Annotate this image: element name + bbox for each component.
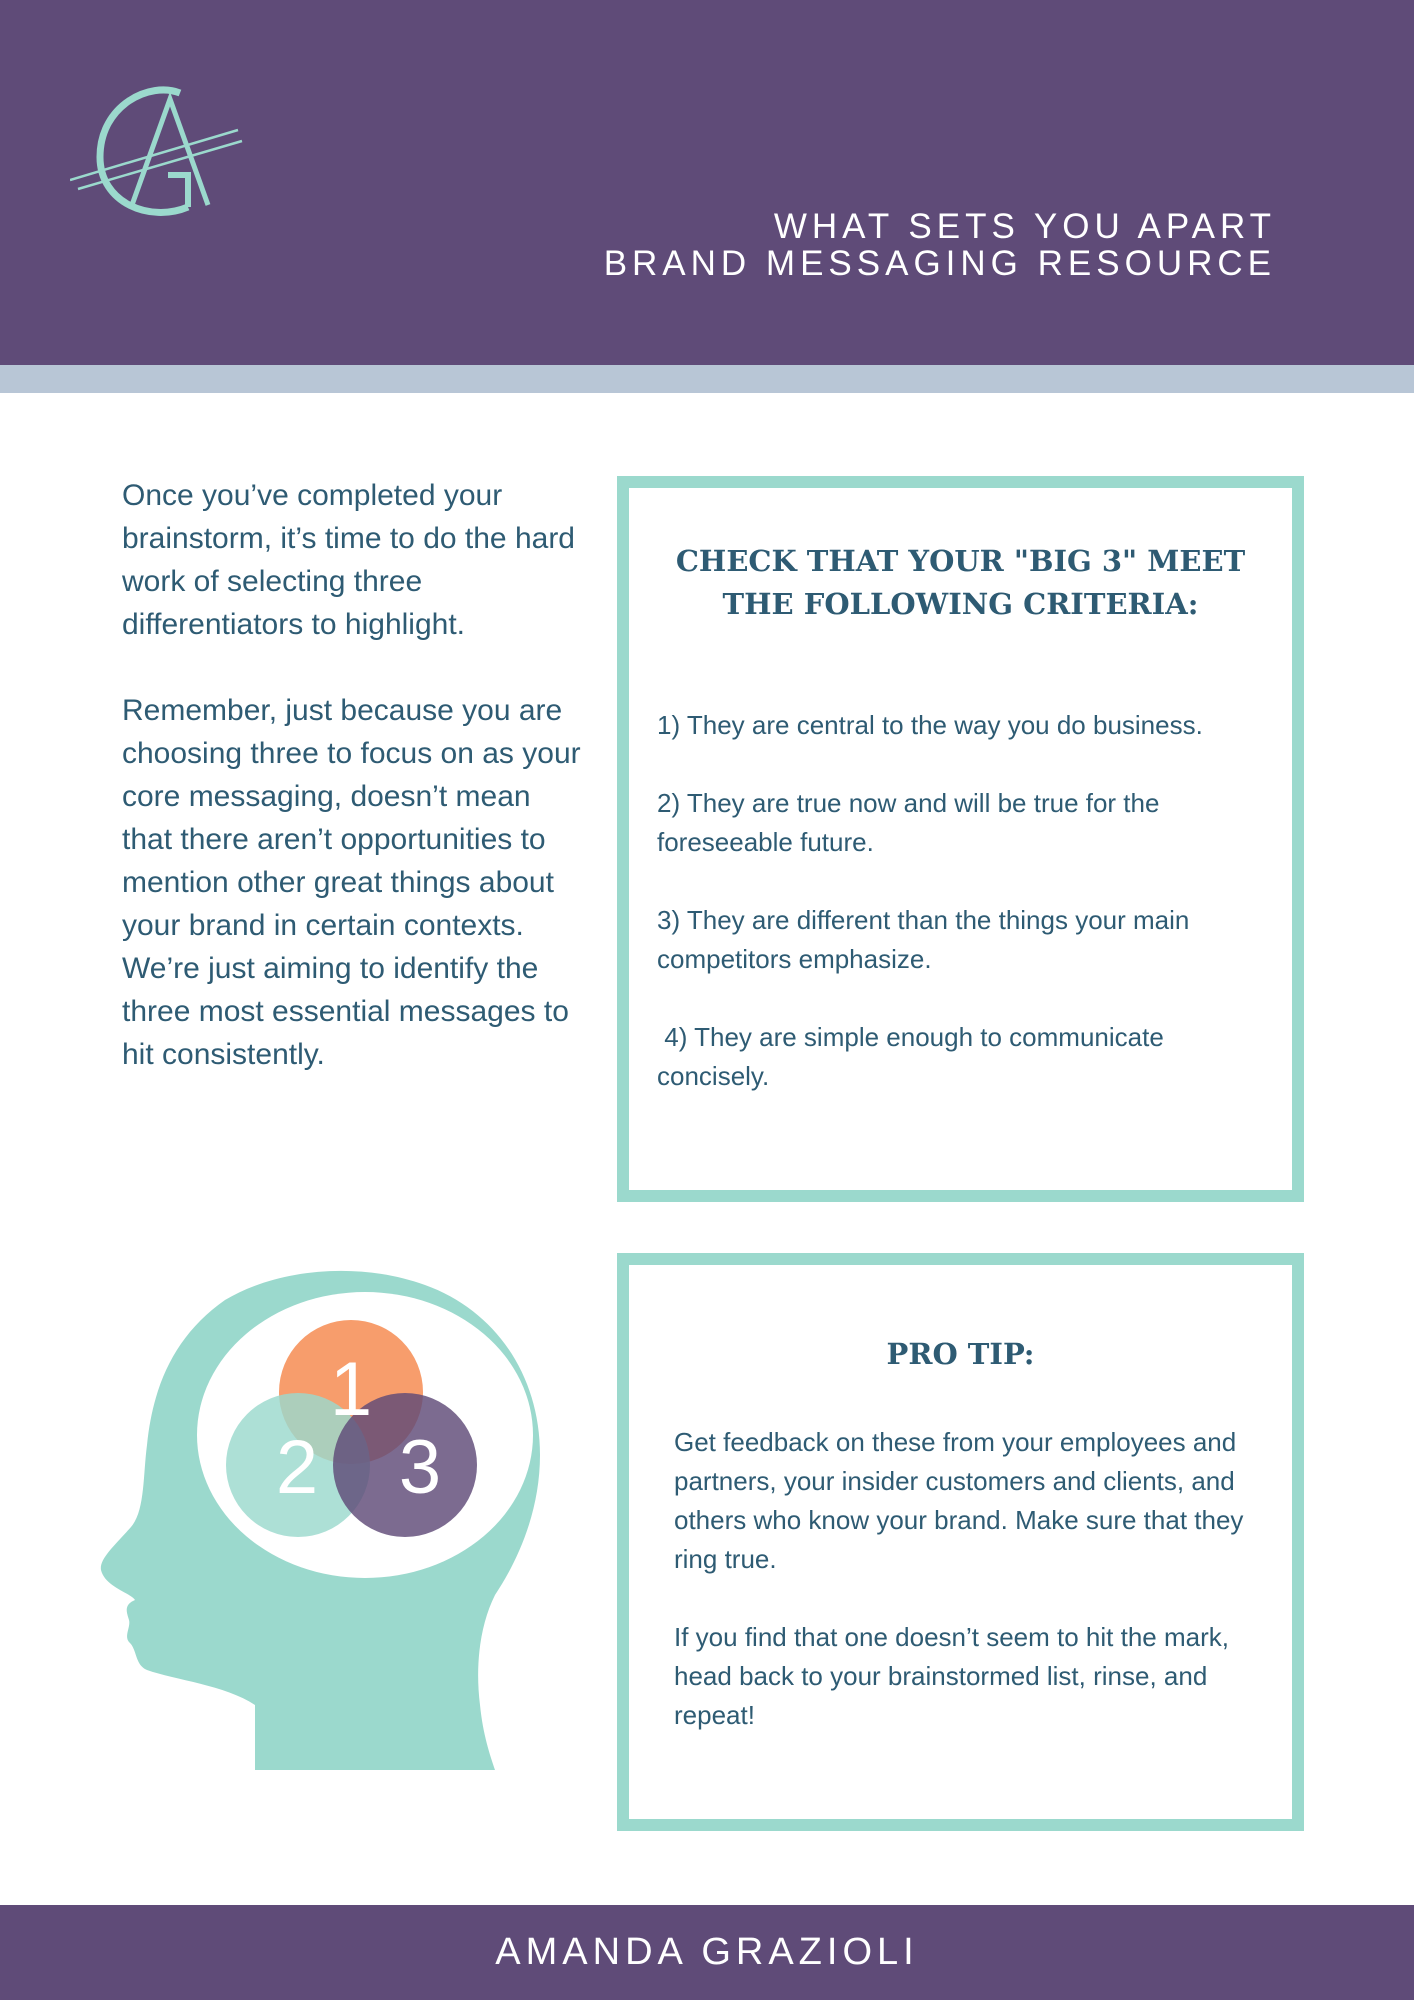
criteria-box [617,476,1304,1202]
criteria-item: 4) They are simple enough to communicate concisely. [657,1022,1172,1091]
intro-text [122,474,588,1119]
criteria-list [657,706,1277,1135]
intro-paragraph-1: Once you’ve completed your brainstorm, it’s time to do the hard work of selecting three differentiators to highlight. [122,479,575,641]
criteria-item: 3) They are different than the things your main competitors emphasize. [657,905,1190,974]
pro-tip-box [617,1253,1304,1831]
pro-tip-heading: PRO TIP: [886,1337,1035,1371]
title-line-2: BRAND MESSAGING RESOURCE [603,244,1276,283]
head-venn-illustration [95,1265,545,1770]
ag-monogram-logo-icon [70,85,250,225]
pro-tip-paragraph-1: Get feedback on these from your employees and partners, your insider customers and clients, and others who know your brand. Make sure that they ring true. [674,1427,1244,1574]
venn-label-2: 2 [275,1425,319,1510]
footer-author-name: AMANDA GRAZIOLI [495,1931,919,1973]
footer-banner [0,1905,1414,2000]
intro-paragraph-2: Remember, just because you are choosing three to focus on as your core messaging, doesn’t mean that there aren’t opportunities to mention other great things about your brand in certain contexts. We’re just aiming to identify the three most essential messages to hit consistently. [122,694,581,1071]
page-title [604,208,1276,282]
pro-tip-body [674,1423,1274,1774]
criteria-heading: CHECK THAT YOUR "BIG 3" MEET THE FOLLOWING CRITERIA: [675,544,1246,621]
venn-label-1: 1 [329,1347,373,1432]
header-divider-strip [0,365,1414,393]
title-line-1: WHAT SETS YOU APART [773,207,1276,246]
criteria-item: 2) They are true now and will be true for the foreseeable future. [657,788,1160,857]
venn-label-3: 3 [398,1425,442,1510]
criteria-item: 1) They are central to the way you do business. [657,710,1203,740]
header-banner [0,0,1414,365]
pro-tip-paragraph-2: If you find that one doesn’t seem to hit the mark, head back to your brainstormed list, rinse, and repeat! [674,1622,1229,1730]
